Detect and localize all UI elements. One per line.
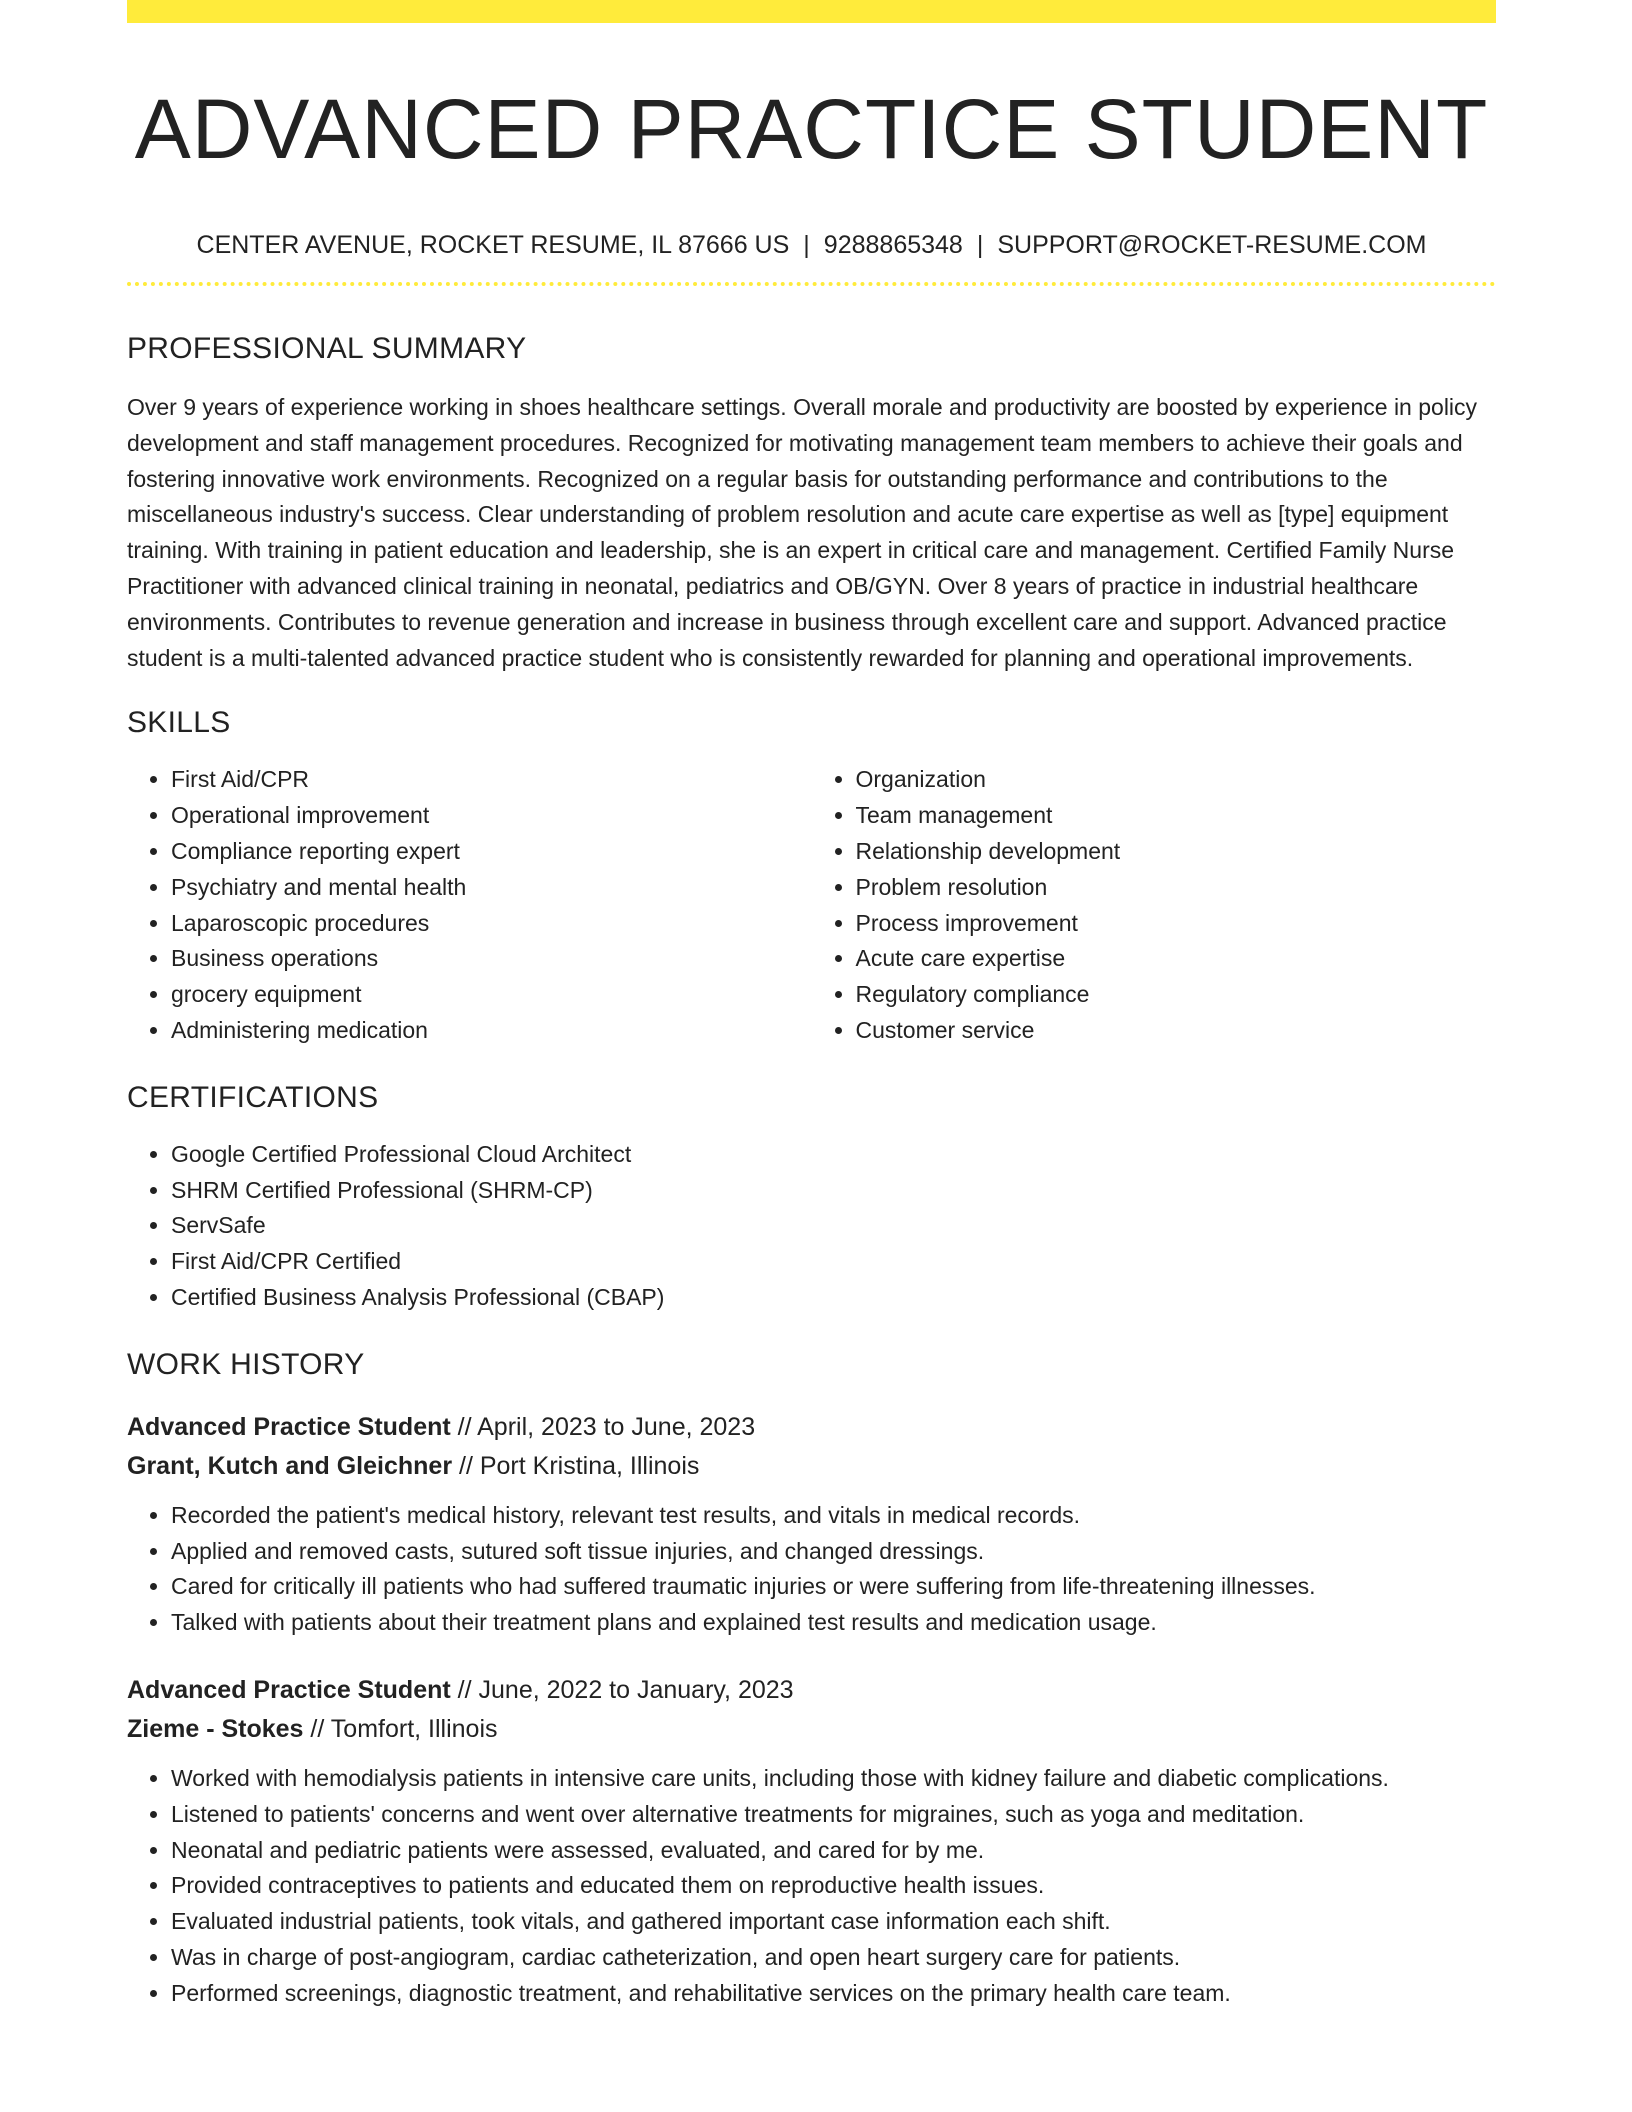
job-company-line	[127, 1447, 1496, 1486]
job-dates: // June, 2022 to January, 2023	[457, 1675, 794, 1704]
job-company: Grant, Kutch and Gleichner	[127, 1451, 453, 1480]
skill-item: • Customer service	[856, 1013, 1497, 1049]
contact-email: SUPPORT@ROCKET-RESUME.COM	[997, 231, 1427, 259]
contact-separator: |	[976, 231, 984, 259]
job-duty: • Evaluated industrial patients, took vitals, and gathered important case information each shift.	[171, 1904, 1496, 1940]
job-duty: • Cared for critically ill patients who had suffered traumatic injuries or were suffering from life-threatening illnesses.	[171, 1569, 1496, 1605]
job-duty: • Talked with patients about their treatment plans and explained test results and medication usage.	[171, 1605, 1496, 1641]
summary-text: Over 9 years of experience working in shoes healthcare settings. Overall morale and productivity are boosted by experience in policy development and staff management procedures. Recognized for motivating management team members to achieve their goals and fostering innovative work environments. Recognized on a regular basis for outstanding performance and contributions to the miscellaneous industry's success. Clear understanding of problem resolution and acute care expertise as well as [type] equipment training. With training in patient education and leadership, she is an expert in critical care and management. Certified Family Nurse Practitioner with advanced clinical training in neonatal, pediatrics and OB/GYN. Over 8 years of practice in industrial healthcare environments. Contributes to revenue generation and increase in business through excellent care and support. Advanced practice student is a multi-talented advanced practice student who is consistently rewarded for planning and operational improvements.	[127, 394, 1478, 671]
contact-line	[127, 229, 1496, 261]
certification-item: • Certified Business Analysis Professional (CBAP)	[171, 1280, 1496, 1316]
skills-heading: SKILLS	[127, 706, 231, 740]
job-duty: • Performed screenings, diagnostic treatment, and rehabilitative services on the primary health care team.	[171, 1976, 1496, 2012]
certifications-heading: CERTIFICATIONS	[127, 1080, 379, 1114]
job-duties-list	[127, 1761, 1496, 2012]
skill-item: • Process improvement	[856, 906, 1497, 942]
job-entry	[127, 1671, 1496, 2012]
skills-list-right	[812, 762, 1497, 1048]
skill-item: • Laparoscopic procedures	[171, 906, 812, 942]
skill-item: • grocery equipment	[171, 977, 812, 1013]
skill-item: • Organization	[856, 762, 1497, 798]
job-duty: • Provided contraceptives to patients and educated them on reproductive health issues.	[171, 1868, 1496, 1904]
work-history-heading: WORK HISTORY	[127, 1347, 365, 1381]
contact-address: CENTER AVENUE, ROCKET RESUME, IL 87666 US	[196, 231, 790, 259]
certifications-list	[127, 1137, 1496, 1316]
job-company: Zieme - Stokes	[127, 1714, 304, 1743]
skill-item: • Regulatory compliance	[856, 977, 1497, 1013]
contact-separator: |	[803, 231, 810, 259]
job-dates: // April, 2023 to June, 2023	[457, 1412, 756, 1441]
job-duty: • Was in charge of post-angiogram, cardiac catheterization, and open heart surgery care for patients.	[171, 1940, 1496, 1976]
job-role: Advanced Practice Student	[127, 1412, 451, 1441]
certification-item: • First Aid/CPR Certified	[171, 1244, 1496, 1280]
job-role-line	[127, 1671, 1496, 1710]
skills-list-left	[127, 762, 812, 1048]
resume-content	[127, 0, 1496, 2012]
job-location: // Port Kristina, Illinois	[459, 1451, 700, 1480]
skill-item: • Administering medication	[171, 1013, 812, 1049]
skill-item: • Team management	[856, 798, 1497, 834]
job-duty: • Neonatal and pediatric patients were assessed, evaluated, and cared for by me.	[171, 1833, 1496, 1869]
skill-item: • Psychiatry and mental health	[171, 870, 812, 906]
skill-item: • First Aid/CPR	[171, 762, 812, 798]
job-role: Advanced Practice Student	[127, 1675, 451, 1704]
job-duties-list	[127, 1498, 1496, 1641]
job-duty: • Applied and removed casts, sutured soft tissue injuries, and changed dressings.	[171, 1534, 1496, 1570]
certification-item: • Google Certified Professional Cloud Architect	[171, 1137, 1496, 1173]
job-location: // Tomfort, Illinois	[310, 1714, 498, 1743]
skill-item: • Relationship development	[856, 834, 1497, 870]
summary-heading: PROFESSIONAL SUMMARY	[127, 332, 527, 365]
skill-item: • Compliance reporting expert	[171, 834, 812, 870]
job-duty: • Listened to patients' concerns and went over alternative treatments for migraines, such as yoga and meditation.	[171, 1797, 1496, 1833]
skill-item: • Problem resolution	[856, 870, 1497, 906]
contact-phone: 9288865348	[823, 231, 963, 259]
skill-item: • Business operations	[171, 941, 812, 977]
job-company-line	[127, 1710, 1496, 1749]
job-duty: • Recorded the patient's medical history, relevant test results, and vitals in medical records.	[171, 1498, 1496, 1534]
skills-grid	[127, 762, 1496, 1048]
candidate-name: ADVANCED PRACTICE STUDENT	[134, 82, 1489, 176]
skill-item: • Operational improvement	[171, 798, 812, 834]
skill-item: • Acute care expertise	[856, 941, 1497, 977]
certification-item: • SHRM Certified Professional (SHRM-CP)	[171, 1173, 1496, 1209]
job-role-line	[127, 1408, 1496, 1447]
job-entry	[127, 1408, 1496, 1641]
job-duty: • Worked with hemodialysis patients in intensive care units, including those with kidney failure and diabetic complications.	[171, 1761, 1496, 1797]
dotted-divider	[127, 282, 1496, 286]
certification-item: • ServSafe	[171, 1208, 1496, 1244]
